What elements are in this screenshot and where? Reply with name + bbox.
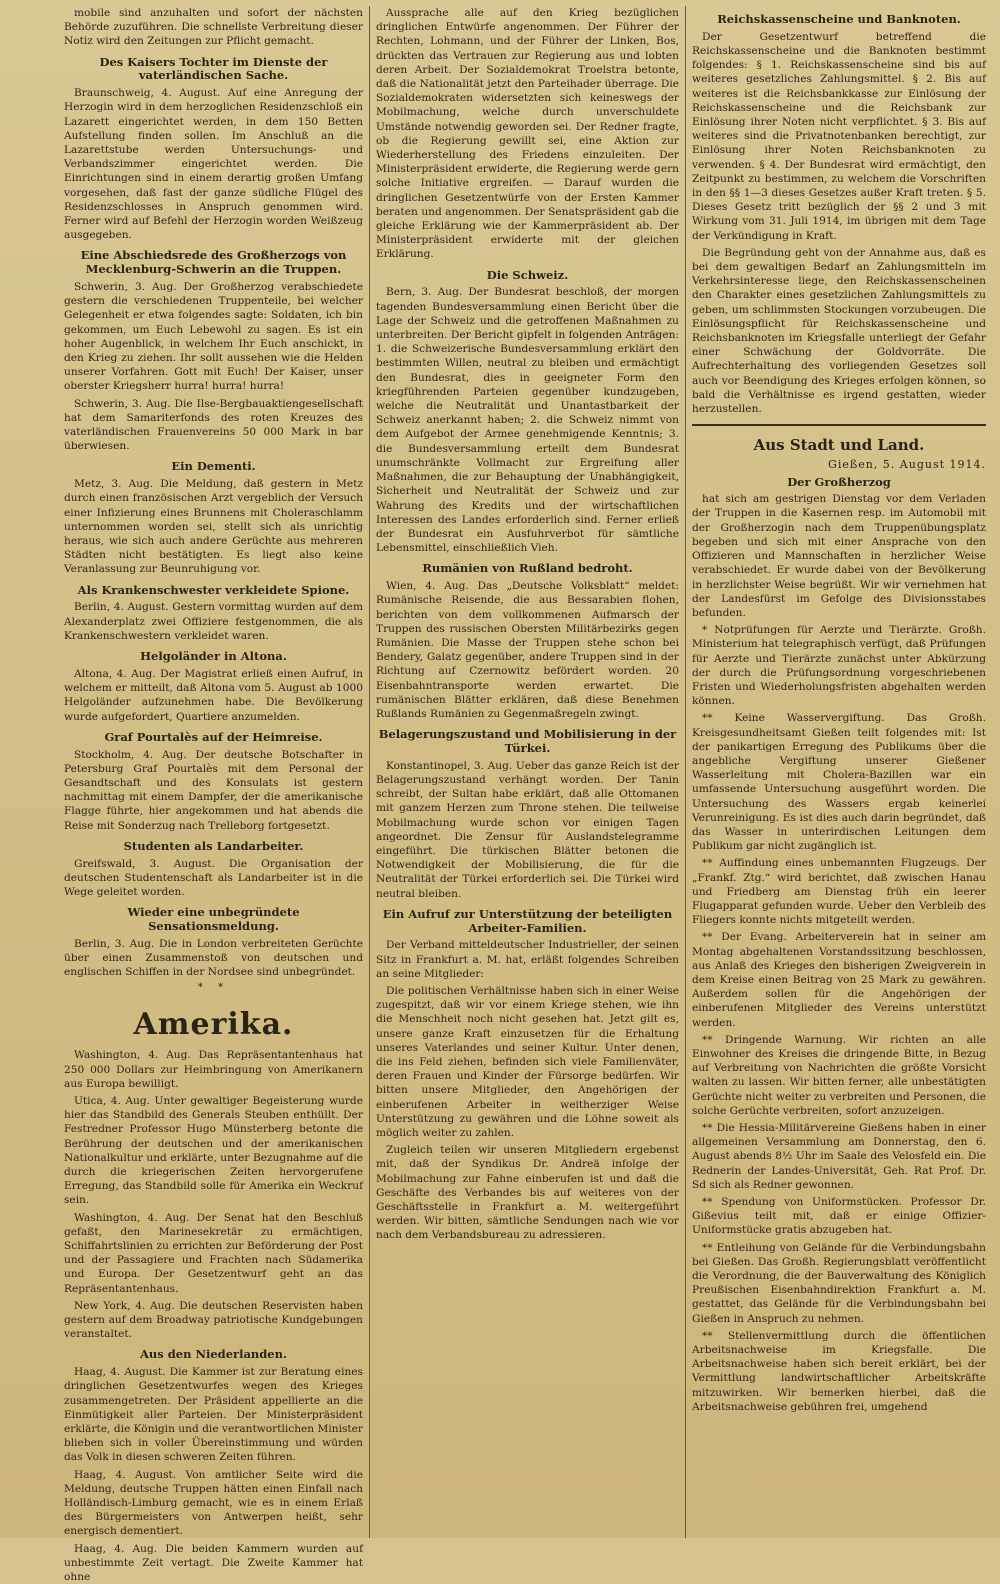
sensation-heading: Wieder eine unbegründete Sensationsmeldung. [127,905,300,933]
nieder-paragraph-3: Haag, 4. Aug. Die beiden Kammern wurden auf unbestimmte Zeit vertagt. Die Zweite Kammer hat ohne [64,1542,363,1584]
amerika-paragraph-4: New York, 4. Aug. Die deutschen Reservisten haben gestern auf dem Broadway patriotische Kundgebungen veranstaltet. [64,1299,363,1341]
kranken-paragraph: Berlin, 4. August. Gestern vormittag wurden auf dem Alexanderplatz zwei Offiziere festgenommen, die als Krankenschwestern verkleidet waren. [64,601,363,642]
column-right [686,6,992,1538]
nieder-paragraph-1: Haag, 4. August. Die Kammer ist zur Beratung eines dringlichen Gesetzentwurfes wegen des Krieges zusammengetreten. Der Präsident appellierte an die Einmütigkeit aller Parteien. Der Ministerpräsident erklärte, die Königin und die verantwortlichen Minister blieben sich in voller Übereinstimmung und würden das Volk in diesen schweren Zeiten führen. [64,1366,363,1464]
columns [58,6,992,1584]
note-paragraph-8: ** Entleihung von Gelände für die Verbindungsbahn bei Gießen. Das Großh. Regierungsblatt veröffentlicht die Verordnung, die der Bauverwaltung des Königlich Preußischen Eisenbahndirektion Frankfurt a. M. gestattet, das Gelände für die Verbindungsbahn bei Gießen in Anspruch zu nehmen. [692,1241,986,1325]
amerika-heading: Amerika. [133,1007,294,1043]
rumaenien-paragraph: Wien, 4. Aug. Das „Deutsche Volksblatt“ meldet: Rumänische Reisende, die aus Bessarabien flohen, berichten von dem vollkommenen Aufmarsch der Truppen des russischen Obersten Militärbezirks gegen Rumänien. Die Masse der Truppen stehe schon bei Bendery, Galatz gegenüber, andere Truppen sind in der Richtung auf Czernowitz befördert worden. 20 Eisenbahntransporte werden erwartet. Die rumänischen Blätter erklären, daß diese Benehmen Rußlands Rumänien zu Gegenmaßregeln zwingt. [376,580,679,720]
schwerin-paragraph: Schwerin, 3. Aug. Die Ilse-Bergbauaktiengesellschaft hat dem Samariterfonds des roten Kreuzes des vaterländischen Frauenvereins 50 000 Mark in bar überwiesen. [64,397,363,453]
tuerkei-heading: Belagerungszustand und Mobilisierung in der Türkei. [378,727,677,755]
section-divider [692,424,986,426]
nieder-heading: Aus den Niederlanden. [139,1347,287,1362]
tuerkei-paragraph: Konstantinopel, 3. Aug. Ueber das ganze Reich ist der Belagerungszustand verhängt worden. Der Tanin schreibt, der Sultan habe erklärt, daß alle Ottomanen mit ganzem Herzen zum Throne stehen. Die teilweise Mobilmachung wurde schon vor einigen Tagen angeordnet. Die Zensur für Auslandstelegramme eingeführt. Die türkischen Blätter betonen die Notwendigkeit der Mobilisierung, die für die Neutralität der Türkei erforderlich sei. Die Türkei wird neutral bleiben. [376,759,679,900]
note-paragraph-4: ** Der Evang. Arbeiterverein hat in seiner am Montag abgehaltenen Vorstandssitzung beschlossen, aus Anlaß des Krieges den bisherigen Zweigverein in dem Kreise einen Beitrag von 25 Mark zu gewähren. Außerdem sollen für die Angehörigen der einberufenen Mitglieder des Vereins unterstützt werden. [692,931,986,1029]
grossherzog-paragraph: hat sich am gestrigen Dienstag vor dem Verladen der Truppen in die Kasernen resp. im Automobil mit der Großherzogin nach dem Truppenübungsplatz begeben und sich mit einer Ansprache von den Offizieren und Mannschaften in herzlicher Weise verabschiedet. Er wurde dabei von der Bevölkerung in herzlichster Weise begrüßt. Wir wir vernehmen hat der Landesfürst im Gefolge des Divisionsstabes befunden. [692,493,986,619]
note-paragraph-5: ** Dringende Warnung. Wir richten an alle Einwohner des Kreises die dringende Bitte, in Bezug auf Verbreitung von Nachrichten die größte Vorsicht walten zu lassen. Wir bitten ferner, alle unbestätigten Gerüchte nicht weiter zu verbreiten und Personen, die solche Gerüchte verbreiten, sofort anzuzeigen. [692,1033,986,1117]
reich-heading: Reichskassenscheine und Banknoten. [717,12,961,26]
note-paragraph-9: ** Stellenvermittlung durch die öffentlichen Arbeitsnachweise im Kriegsfalle. Die Arbeitsnachweise haben sich bereit erklärt, bei der Vermittlung landwirtschaftlicher Arbeitskräfte mitzuwirken. Wir bemerken hierbei, daß die Arbeitsnachweise gebühren frei, umgehend [692,1329,986,1413]
abschied-paragraph: Schwerin, 3. Aug. Der Großherzog verabschiedete gestern die verschiedenen Truppenteile, bei welcher Gelegenheit er etwa folgendes sagte: Soldaten, ich bin gekommen, um Euch Lebewohl zu sagen. Es ist ein hoher Augenblick, in welchem Ihr Euch anschickt, in den Krieg zu ziehen. Ihr sollt aussehen wie die Helden unserer Vorfahren. Gott mit Euch! Der Kaiser, unser oberster Kriegsherr hurra! hurra! hurra! [64,281,363,393]
dementi-heading: Ein Dementi. [171,459,256,474]
reich-paragraph-1: Der Gesetzentwurf betreffend die Reichskassenscheine und die Banknoten bestimmt folgendes: § 1. Reichskassenscheine sind bis auf weiteres gesetzliches Zahlungsmittel. § 2. Bis auf weiteres ist die Reichsbankkasse zur Einlösung der Reichskassenscheine und die Reichsbank zur Einlösung ihrer Noten nicht verpflichtet. § 3. Bis auf weiteres sind die Privatnotenbanken berechtigt, zur Einlösung ihrer Noten Reichsbanknoten zu verwenden. § 4. Der Bundesrat wird ermächtigt, den Zeitpunkt zu bestimmen, zu welchem die Vorschriften in den §§ 1—3 dieses Gesetzes außer Kraft treten. § 5. Dieses Gesetz tritt bezüglich der §§ 2 und 3 mit Wirkung vom 31. Juli 1914, im übrigen mit dem Tage der Verkündigung in Kraft. [692,30,986,242]
column-middle [370,6,686,1538]
column-left [58,6,370,1584]
schweiz-paragraph: Bern, 3. Aug. Der Bundesrat beschloß, der morgen tagenden Bundesversammlung einen Bericht über die Lage der Schweiz und die getroffenen Maßnahmen zu unterbreiten. Der Bericht gipfelt in folgenden Anträgen: 1. die Schweizerische Bundesversammlung erklärt den bestimmten Willen, neutral zu bleiben und ermächtigt den Bundesrat, dies in geeigneter Form den kriegführenden Parteien gegenüber kundzugeben, welche die Neutralität und Unantastbarkeit der Schweiz anerkannt haben; 2. die Schweiz nimmt von dem Aufgebot der Armee genehmigende Kenntnis; 3. die Bundesversammlung erteilt dem Bundesrat unumschränkte Vollmacht zur Ergreifung aller Maßnahmen, die zur Behauptung der Unabhängigkeit, Sicherheit und Neutralität der Schweiz und zur Wahrung des Kredits und der wirtschaftlichen Interessen des Landes erforderlich sind. Ferner erließ der Bundesrat ein Ausfuhrverbot für sämtliche Lebensmittel, einschließlich Vieh. [376,286,679,555]
rumaenien-heading: Rumänien von Rußland bedroht. [422,561,633,576]
aufruf-paragraph-3: Zugleich teilen wir unseren Mitgliedern ergebenst mit, daß der Syndikus Dr. Andreä infolge der Mobilmachung zur Fahne einberufen ist und daß die Geschäfte des Verbandes bis auf weiteres von der Geschäftsstelle in Frankfurt a. M. weitergeführt werden. Wir bitten, sämtliche Sendungen nach wie vor nach dem Verbandsbureau zu adressieren. [376,1144,679,1242]
note-paragraph-6: ** Die Hessia-Militärvereine Gießens haben in einer allgemeinen Versammlung am Donnerstag, den 6. August abends 8½ Uhr im Saale des Velosfeld ein. Die Rednerin der Landes-Universität, Geh. Rat Prof. Dr. Sd sich als Redner gewonnen. [692,1122,986,1191]
nieder-paragraph-2: Haag, 4. August. Von amtlicher Seite wird die Meldung, deutsche Truppen hätten einen Einfall nach Holländisch-Limburg gemacht, wie es in einem Erlaß des Bürgermeisters von Antwerpen heißt, sehr energisch dementiert. [64,1468,363,1538]
studenten-paragraph: Greifswald, 3. August. Die Organisation der deutschen Studentenschaft als Landarbeiter ist in die Wege geleitet worden. [64,857,363,898]
note-paragraph-7: ** Spendung von Uniformstücken. Professor Dr. Gißevius teilt mit, daß er einige Offizier-Uniformstücke gratis abzugeben hat. [692,1196,986,1237]
kaiser-heading: Des Kaisers Tochter im Dienste der vaterländischen Sache. [99,54,328,83]
pourtales-heading: Graf Pourtalès auf der Heimreise. [104,729,323,744]
separator-stars: * * [197,982,230,994]
abschied-heading: Eine Abschiedsrede des Großherzogs von Mecklenburg-Schwerin an die Truppen. [80,248,347,277]
intro-paragraph: mobile sind anzuhalten und sofort der nächsten Behörde zuzuführen. Die schnellste Verbreitung dieser Notiz wird den Zeitungen zur Pflicht gemacht. [64,7,363,48]
schweiz-heading: Die Schweiz. [486,267,569,282]
pourtales-paragraph: Stockholm, 4. Aug. Der deutsche Botschafter in Petersburg Graf Pourtalès mit dem Personal der Gesandtschaft und des Konsulats ist gestern nachmittag mit einem Dampfer, der die amerikanische Flagge führte, hier angekommen und hat abends die Reise mit Sonderzug nach Trelleborg fortgesetzt. [64,748,363,832]
reich-paragraph-2: Die Begründung geht von der Annahme aus, daß es bei dem gewaltigen Bedarf an Zahlungsmitteln im Verkehrsinteresse liege, den Reichskassenscheinen den Charakter eines gesetzlichen Zahlungsmittels zu geben, um schlimmsten Stockungen vorzubeugen. Die Einlösungspflicht für Reichskassenscheine und Reichsbanknoten im Kriegsfalle unterliegt der Gefahr einer Schwächung der Goldvorräte. Die Aufrechterhaltung des vorliegenden Gesetzes soll auch vor Beendigung des Krieges erfolgen können, so bald die Verhältnisse es irgend gestatten, wieder herzustellen. [692,246,986,416]
aufruf-heading: Ein Aufruf zur Unterstützung der beteiligten Arbeiter-Familien. [382,906,673,935]
dateline: Gießen, 5. August 1914. [828,458,986,472]
stadt-heading: Aus Stadt und Land. [753,436,925,455]
grossherzog-heading: Der Großherzog [787,475,891,490]
kaiser-paragraph: Braunschweig, 4. August. Auf eine Anregung der Herzogin wird in dem herzoglichen Residenzschloß ein Lazarett eingerichtet werden, in dem 150 Betten Aufstellung finden sollen. Im Anschluß an die Lazarettstube werden Untersuchungs- und Verbandszimmer eingerichtet werden. Die Einrichtungen sind in einem derartig großen Umfang vorgesehen, daß fast der ganze südliche Flügel des Residenzschlosses in Anspruch genommen wird. Ferner wird auf Befehl der Herzogin worden Weißzeug ausgegeben. [64,87,363,242]
dementi-paragraph: Metz, 3. Aug. Die Meldung, daß gestern in Metz durch einen französischen Arzt vergeblich der Versuch einer Infizierung eines Brunnens mit Choleraschlamm unternommen worden sei, stellt sich als unrichtig heraus, wie sich auch andere Gerüchte aus mehreren Städten nicht bestätigten. Es liegt also keine Veranlassung zur Beunruhigung vor. [64,478,363,576]
amerika-paragraph-2: Utica, 4. Aug. Unter gewaltiger Begeisterung wurde hier das Standbild des Generals Steuben enthüllt. Der Festredner Professor Hugo Münsterberg betonte die Berührung der deutschen und der amerikanischen Nationalkultur und erklärte, unter Bezugnahme auf die durch die kriegerischen Zeiten hervorgerufene Erregung, das Standbild solle für Amerika ein Weckruf sein. [64,1094,363,1207]
sensation-paragraph: Berlin, 3. Aug. Die in London verbreiteten Gerüchte über einen Zusammenstoß von deutschen und englischen Schiffen in der Nordsee sind unbegründet. [64,937,363,979]
note-paragraph-1: * Notprüfungen für Aerzte und Tierärzte. Großh. Ministerium hat telegraphisch verfügt, daß Prüfungen für Aerzte und Tierärzte zunächst unter Abkürzung der durch die Prüfungsordnung vorgeschriebenen Fristen und Wiederholungsfristen abgehalten werden können. [692,624,986,708]
helgo-paragraph: Altona, 4. Aug. Der Magistrat erließ einen Aufruf, in welchem er mitteilt, daß Altona vom 5. August ab 1000 Helgoländer aufzunehmen habe. Die Bevölkerung wurde aufgefordert, Quartiere anzumelden. [64,667,363,723]
kranken-heading: Als Krankenschwester verkleidete Spione. [77,582,350,597]
amerika-paragraph-3: Washington, 4. Aug. Der Senat hat den Beschluß gefaßt, den Marinesekretär zu ermächtigen, Schiffahrtslinien zu errichten zur Beförderung der Post und der Passagiere und Frachten nach Südamerika und Europa. Der Gesetzentwurf geht an das Repräsentantenhaus. [64,1211,363,1295]
aufruf-paragraph-2: Die politischen Verhältnisse haben sich in einer Weise zugespitzt, daß wir vor einem Kriege stehen, wie ihn die Menschheit noch nicht gesehen hat. Jetzt gilt es, unsere ganze Kraft einzusetzen für die Erhaltung unseres Vaterlandes und seiner Kultur. Unter denen, die ins Feld ziehen, befinden sich viele Familienväter, deren Frauen und Kinder der Fürsorge bedürfen. Wir bitten unsere Mitglieder, den Angehörigen der einberufenen Arbeiter in weitherziger Weise Unterstützung zu gewähren und die Löhne soweit als möglich weiter zu zahlen. [376,984,679,1139]
aufruf-paragraph-1: Der Verband mitteldeutscher Industrieller, der seinen Sitz in Frankfurt a. M. hat, erläßt folgendes Schreiben an seine Mitglieder: [376,939,679,980]
middle-intro-paragraph: Aussprache alle auf den Krieg bezüglichen dringlichen Entwürfe angenommen. Der Führer der Rechten, Lohmann, und der Führer der Linken, Bos, drückten das Vertrauen zur Regierung aus und lobten deren Arbeit. Der Sozialdemokrat Troelstra betonte, daß die Nationalität jetzt den Parteihader überrage. Die Sozialdemokraten widersetzten sich keineswegs der Mobilmachung, welche durch unverschuldete Umstände notwendig geworden sei. Der Redner fragte, ob die Regierung gewillt sei, eine Aktion zur Wiederherstellung des Friedens einzuleiten. Der Ministerpräsident erwiderte, die Regierung werde gern solche Initiative ergreifen. — Darauf wurden die dringlichen Gesetzentwürfe von der Ersten Kammer beraten und angenommen. Der Senatspräsident gab die gleiche Erklärung wie der Kammerpräsident ab. Der Ministerpräsident erwiderte mit der gleichen Erklärung. [376,7,679,261]
studenten-heading: Studenten als Landarbeiter. [123,838,304,853]
amerika-paragraph-1: Washington, 4. Aug. Das Repräsentantenhaus hat 250 000 Dollars zur Heimbringung von Amerikanern aus Europa bewilligt. [64,1049,363,1090]
note-paragraph-3: ** Auffindung eines unbemannten Flugzeugs. Der „Frankf. Ztg.“ wird berichtet, daß zwischen Hanau und Friedberg am Dienstag früh ein leerer Flugapparat gefunden wurde. Ueber den Verbleib des Fliegers konnte nichts mitgeteilt werden. [692,857,986,927]
helgo-heading: Helgoländer in Altona. [140,649,287,664]
note-paragraph-2: ** Keine Wasservergiftung. Das Großh. Kreisgesundheitsamt Gießen teilt folgendes mit: Ist der panikartigen Erregung des Publikums über die angebliche Vergiftung unserer Gießener Wasserleitung mit Cholera-Bazillen war ein umfassende Untersuchung ausgeführt worden. Die Untersuchung des Wassers ergab keinerlei Verunreinigung. Es ist dies auch darin begründet, daß das Wasser in unterirdischen Leitungen dem Publikum gar nicht zugänglich ist. [692,712,986,853]
